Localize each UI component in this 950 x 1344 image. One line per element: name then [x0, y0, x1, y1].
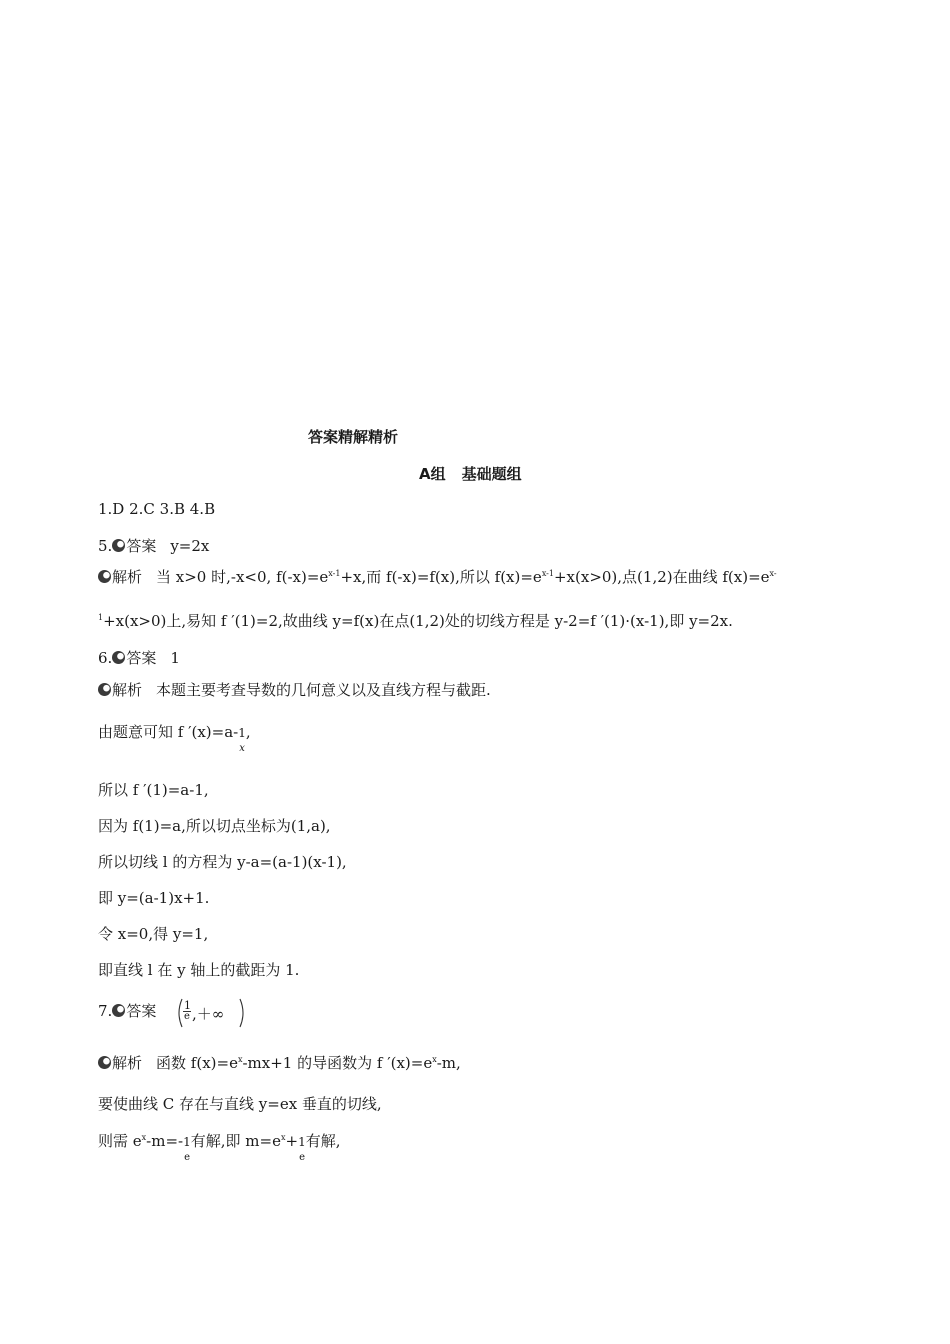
q7-frac-den: e: [184, 1011, 190, 1022]
q7-frac-num: 1: [184, 999, 191, 1012]
q5-text-1a: 当 x>0 时,-x<0, f(-x)=e: [156, 568, 329, 586]
q7-answer-label: 答案: [126, 1002, 157, 1020]
q6-text-1-tail: ,: [245, 723, 251, 741]
q7-fraction-2: [298, 1131, 306, 1163]
q5-text-1c: +x(x>0),点(1,2)在曲线 f(x)=e: [553, 568, 770, 586]
q5-text-2: +x(x>0)上,易知 f ′(1)=2,故曲线 y=f(x)在点(1,2)处的切线方程是 y-2=f ′(1)·(x-1),即 y=2x.: [103, 612, 733, 630]
q7-line3: [98, 1131, 341, 1163]
q5-sup-2: x-1: [541, 569, 554, 578]
q6-answer-line: [98, 648, 180, 668]
q6-analysis-intro: [98, 680, 491, 700]
q5-answer-label: 答案: [126, 537, 157, 555]
q5-sup-4: 1: [98, 613, 104, 622]
q6-line6: 令 x=0,得 y=1,: [98, 925, 209, 943]
q6-number: 6.: [98, 649, 113, 667]
q5-number: 5.: [98, 537, 113, 555]
q6-line7: 即直线 l 在 y 轴上的截距为 1.: [98, 961, 300, 979]
q7-text-3d: +: [285, 1132, 299, 1150]
q6-analysis-label: 解析: [112, 681, 143, 699]
q6-line4: 所以切线 l 的方程为 y-a=(a-1)(x-1),: [98, 853, 347, 871]
q6-answer: 1: [170, 649, 180, 667]
answer-marker-icon: [112, 1004, 125, 1017]
q7-text-1a: 函数 f(x)=e: [156, 1054, 238, 1072]
q6-frac-den: x: [239, 743, 245, 754]
answers-row: 1.D 2.C 3.B 4.B: [98, 500, 216, 518]
q6-intro: 本题主要考查导数的几何意义以及直线方程与截距.: [156, 681, 491, 699]
q5-answer: y=2x: [170, 537, 210, 555]
q6-line1: [98, 722, 251, 754]
q5-analysis-line2: [98, 611, 733, 631]
q6-fraction: [238, 722, 246, 754]
q7-text-1b: -mx+1 的导函数为 f ′(x)=e: [242, 1054, 433, 1072]
group-heading: [419, 463, 522, 484]
answer-marker-icon: [112, 651, 125, 664]
analysis-marker-icon: [98, 1056, 111, 1069]
q7-number: 7.: [98, 1002, 113, 1020]
group-title: A组: [419, 465, 446, 483]
q7-line2: 要使曲线 C 存在与直线 y=ex 垂直的切线,: [98, 1095, 382, 1113]
page-title: 答案精解精析: [308, 428, 399, 446]
q7-analysis-label: 解析: [112, 1054, 143, 1072]
q7-frac1-num: 1: [183, 1135, 191, 1149]
answer-marker-icon: [112, 539, 125, 552]
q6-answer-label: 答案: [126, 649, 157, 667]
analysis-marker-icon: [98, 683, 111, 696]
group-subtitle: 基础题组: [461, 465, 522, 483]
q5-text-1b: +x,而 f(-x)=f(x),所以 f(x)=e: [340, 568, 542, 586]
q7-sup-4: x: [280, 1133, 286, 1142]
q7-frac2-den: e: [299, 1152, 305, 1163]
q7-sup-2: x: [432, 1055, 437, 1064]
q5-analysis-line1: [98, 567, 777, 587]
q5-answer-line: [98, 536, 209, 556]
q7-text-1c: -m,: [436, 1054, 461, 1072]
q7-frac1-den: e: [184, 1152, 191, 1163]
q7-sup-3: x: [141, 1133, 147, 1142]
q7-sup-1: x: [237, 1055, 243, 1064]
q5-analysis-label: 解析: [112, 568, 143, 586]
q7-answer-interval: [176, 996, 256, 1030]
q5-sup-3: x-: [769, 569, 777, 578]
q5-sup-1: x-1: [328, 569, 341, 578]
q6-text-1: 由题意可知 f ′(x)=a-: [98, 723, 239, 741]
q7-interval-tail: ,＋∞: [192, 1005, 225, 1023]
q7-text-3a: 则需 e: [98, 1132, 142, 1150]
q7-fraction-1: [183, 1131, 191, 1163]
analysis-marker-icon: [98, 570, 111, 583]
q7-frac2-num: 1: [298, 1135, 306, 1149]
q7-answer-line: [98, 1001, 156, 1021]
q6-frac-num: 1: [238, 726, 246, 740]
q6-line2: 所以 f ′(1)=a-1,: [98, 781, 209, 799]
q7-text-3e: 有解,: [305, 1132, 341, 1150]
q7-text-3c: 有解,即 m=e: [190, 1132, 281, 1150]
q7-text-3b: -m=-: [146, 1132, 184, 1150]
q7-analysis-line1: [98, 1053, 461, 1073]
q6-line3: 因为 f(1)=a,所以切点坐标为(1,a),: [98, 817, 331, 835]
q6-line5: 即 y=(a-1)x+1.: [98, 889, 210, 907]
